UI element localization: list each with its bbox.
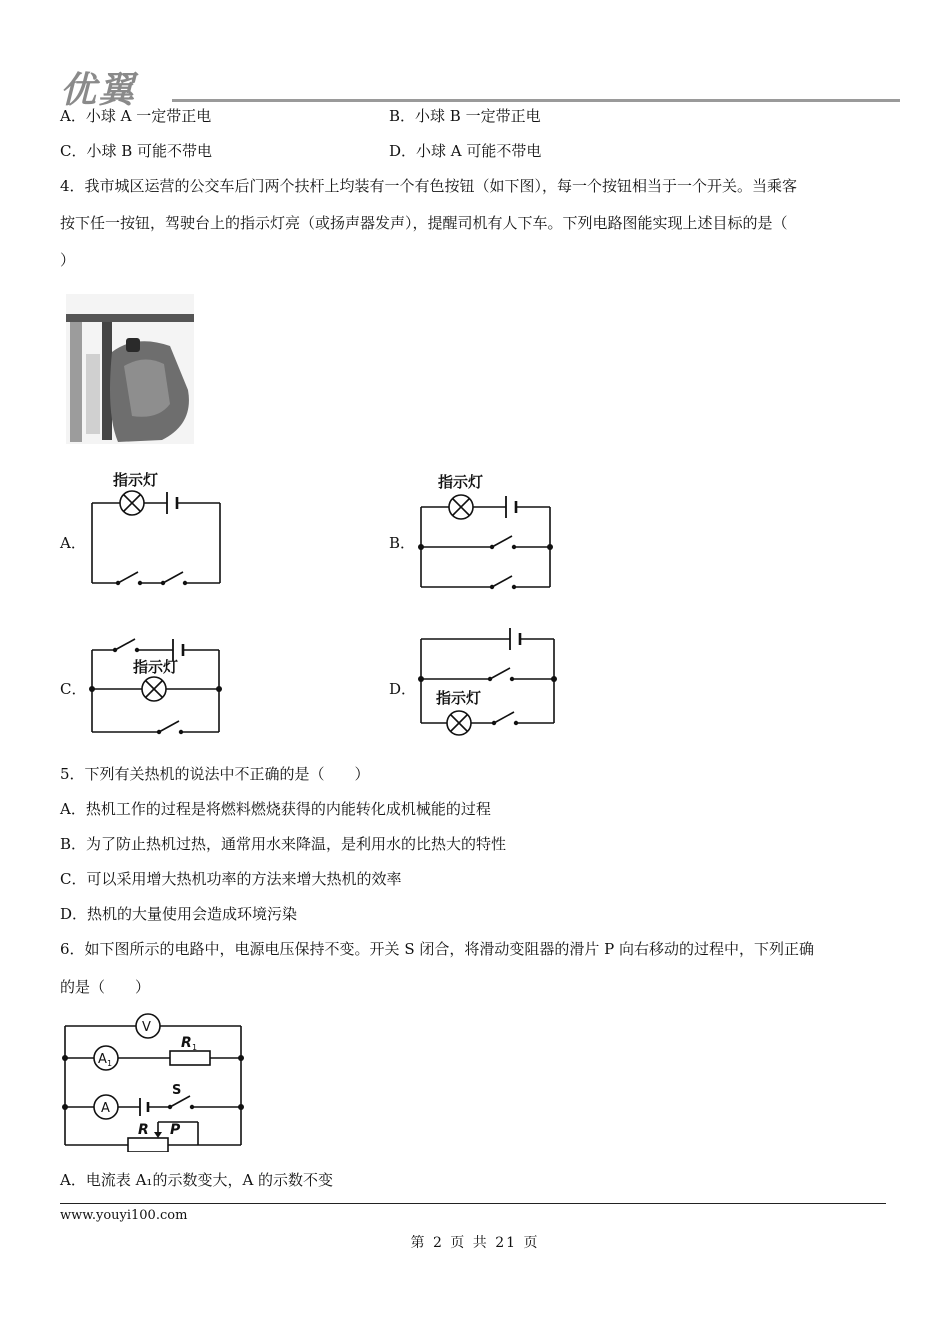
bus-button-photo bbox=[66, 294, 194, 444]
q3-option-a: A．小球 A 一定带正电 bbox=[60, 107, 212, 125]
q4-option-b-label: B． bbox=[389, 534, 416, 552]
resistor-r1-subscript: 1 bbox=[192, 1043, 198, 1052]
circuit-d bbox=[414, 625, 562, 740]
page-number: 第 2 页 共 21 页 bbox=[410, 1235, 540, 1251]
circuit-b bbox=[414, 470, 559, 595]
logo: 优翼 bbox=[60, 70, 137, 111]
q4-option-d-label: D． bbox=[389, 680, 417, 698]
header-rule bbox=[172, 99, 900, 102]
slider-p-label: P bbox=[170, 1122, 181, 1138]
q4-stem-line1: 4．我市城区运营的公交车后门两个扶杆上均装有一个有色按钮（如下图），每一个按钮相当于一个开关。当乘客 bbox=[60, 177, 798, 195]
resistor-r1-label: R bbox=[181, 1035, 192, 1051]
footer-url[interactable]: www.youyi100.com bbox=[60, 1208, 188, 1223]
slider-arrow-icon bbox=[154, 1132, 162, 1138]
q3-option-d: D．小球 A 可能不带电 bbox=[389, 142, 542, 160]
circuit-a-lamp-label: 指示灯 bbox=[113, 471, 159, 489]
circuit-c-lamp-label: 指示灯 bbox=[133, 658, 179, 676]
q4-option-c-label: C． bbox=[60, 680, 87, 698]
circuit-c bbox=[85, 632, 230, 740]
q3-option-c: C．小球 B 可能不带电 bbox=[60, 142, 213, 160]
q6-stem-line1: 6．如下图所示的电路中，电源电压保持不变。开关 S 闭合，将滑动变阻器的滑片 P 向右移动的过程中，下列正确 bbox=[60, 940, 814, 958]
switch-s-label: S bbox=[172, 1083, 182, 1098]
ammeter-a-label: A bbox=[101, 1101, 110, 1116]
q5-option-a: A．热机工作的过程是将燃料燃烧获得的内能转化成机械能的过程 bbox=[60, 800, 491, 818]
q3-option-b: B．小球 B 一定带正电 bbox=[389, 107, 541, 125]
q4-option-a-label: A． bbox=[60, 534, 86, 552]
footer-rule bbox=[60, 1203, 886, 1204]
q5-option-c: C．可以采用增大热机功率的方法来增大热机的效率 bbox=[60, 870, 402, 888]
voltmeter-label: V bbox=[142, 1020, 151, 1035]
ammeter-a1-subscript: 1 bbox=[107, 1059, 113, 1068]
q5-option-b: B．为了防止热机过热，通常用水来降温，是利用水的比热大的特性 bbox=[60, 835, 507, 853]
q6-stem-line2: 的是（ ） bbox=[60, 978, 151, 996]
q4-stem-line2: 按下任一按钮，驾驶台上的指示灯亮（或扬声器发声），提醒司机有人下车。下列电路图能实现上述目标的是（ bbox=[60, 214, 788, 232]
q5-option-d: D．热机的大量使用会造成环境污染 bbox=[60, 905, 298, 923]
circuit-d-lamp-label: 指示灯 bbox=[436, 689, 482, 707]
ammeter-a1-label: A bbox=[98, 1052, 107, 1067]
q4-stem-line3: ） bbox=[60, 251, 76, 269]
circuit-b-lamp-label: 指示灯 bbox=[438, 473, 484, 491]
circuit-a bbox=[85, 468, 230, 593]
q5-stem: 5．下列有关热机的说法中不正确的是（ ） bbox=[60, 765, 370, 783]
q6-option-a: A．电流表 A₁的示数变大，A 的示数不变 bbox=[60, 1171, 334, 1189]
q6-circuit bbox=[58, 1010, 248, 1152]
rheostat-r-label: R bbox=[138, 1122, 149, 1138]
